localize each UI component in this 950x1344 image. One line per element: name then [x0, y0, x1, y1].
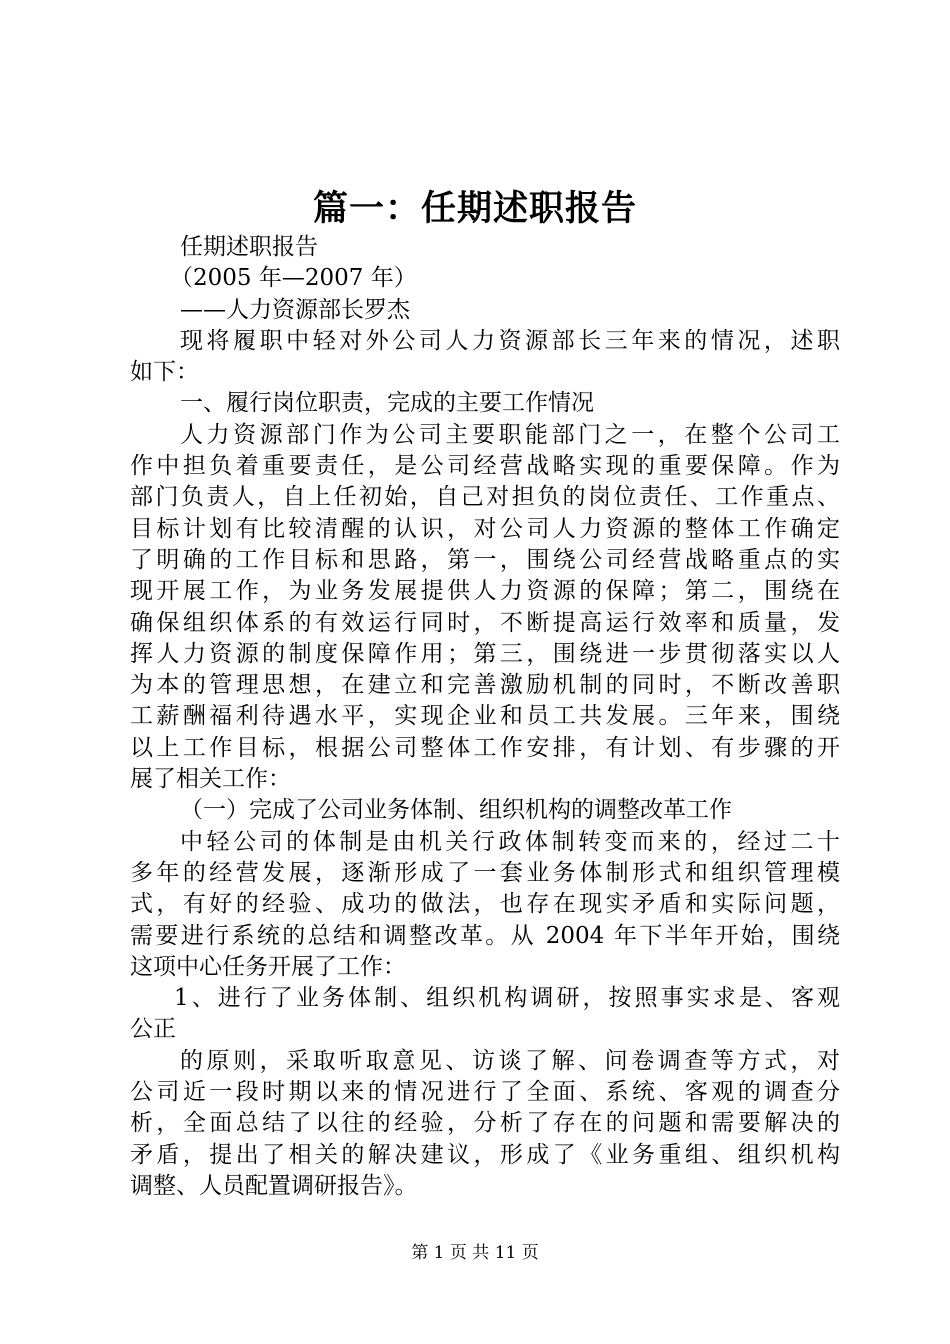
text-line: 如下：	[130, 359, 199, 386]
text-line: 多年的经营发展，逐渐形成了一套业务体制形式和组织管理模	[130, 859, 840, 886]
text-line: 作中担负着重要责任，是公司经营战略实现的重要保障。作为	[130, 453, 840, 480]
text-line: 确保组织体系的有效运行同时，不断提高运行效率和质量，发	[130, 609, 840, 636]
text-line: 调整、人员配置调研报告》。	[130, 1172, 418, 1199]
document-body	[130, 232, 840, 1202]
text-line: 为本的管理思想，在建立和完善激励机制的同时，不断改善职	[130, 672, 840, 699]
report-subtitle: 任期述职报告	[180, 234, 318, 260]
report-period: （2005 年—2007 年）	[170, 265, 417, 292]
text-line: 的原则，采取听取意见、访谈了解、问卷调查等方式，对	[180, 1047, 840, 1074]
text-line: 中轻公司的体制是由机关行政体制转变而来的，经过二十	[180, 828, 840, 855]
text-line: 人力资源部门作为公司主要职能部门之一，在整个公司工	[180, 421, 840, 448]
report-author: ——人力资源部长罗杰	[180, 296, 410, 323]
text-line: 现将履职中轻对外公司人力资源部长三年来的情况，述职	[180, 327, 840, 354]
text-line: 部门负责人，自上任初始，自己对担负的岗位责任、工作重点、	[130, 484, 840, 511]
text-line: 需要进行系统的总结和调整改革。从 2004 年下半年开始，围绕	[130, 922, 840, 949]
text-line: 以上工作目标，根据公司整体工作安排，有计划、有步骤的开	[130, 734, 840, 761]
text-line: 矛盾，提出了相关的解决建议，形成了《业务重组、组织机构	[130, 1141, 840, 1168]
text-line: 1、进行了业务体制、组织机构调研，按照事实求是、客观	[174, 985, 840, 1012]
section-heading: 一、履行岗位职责，完成的主要工作情况	[180, 390, 594, 417]
document-title: 篇一：任期述职报告	[312, 188, 637, 229]
text-line: 工薪酬福利待遇水平，实现企业和员工共发展。三年来，围绕	[130, 703, 840, 730]
text-line: 目标计划有比较清醒的认识，对公司人力资源的整体工作确定	[130, 515, 840, 542]
text-line: 现开展工作，为业务发展提供人力资源的保障；第二，围绕在	[130, 578, 840, 605]
text-line: 公司近一段时期以来的情况进行了全面、系统、客观的调查分	[130, 1079, 840, 1106]
text-line: 了明确的工作目标和思路，第一，围绕公司经营战略重点的实	[130, 546, 840, 573]
text-line: 公正	[130, 1016, 176, 1043]
text-line: 展了相关工作：	[130, 766, 291, 793]
text-line: 这项中心任务开展了工作：	[130, 953, 406, 980]
text-line: 挥人力资源的制度保障作用；第三，围绕进一步贯彻落实以人	[130, 640, 840, 667]
text-line: 式，有好的经验、成功的做法，也存在现实矛盾和实际问题，	[130, 891, 840, 918]
text-line: 析，全面总结了以往的经验，分析了存在的问题和需要解决的	[130, 1110, 840, 1137]
subsection-heading: （一）完成了公司业务体制、组织机构的调整改革工作	[180, 797, 732, 824]
page-footer: 第 1 页 共 11 页	[411, 1243, 539, 1263]
